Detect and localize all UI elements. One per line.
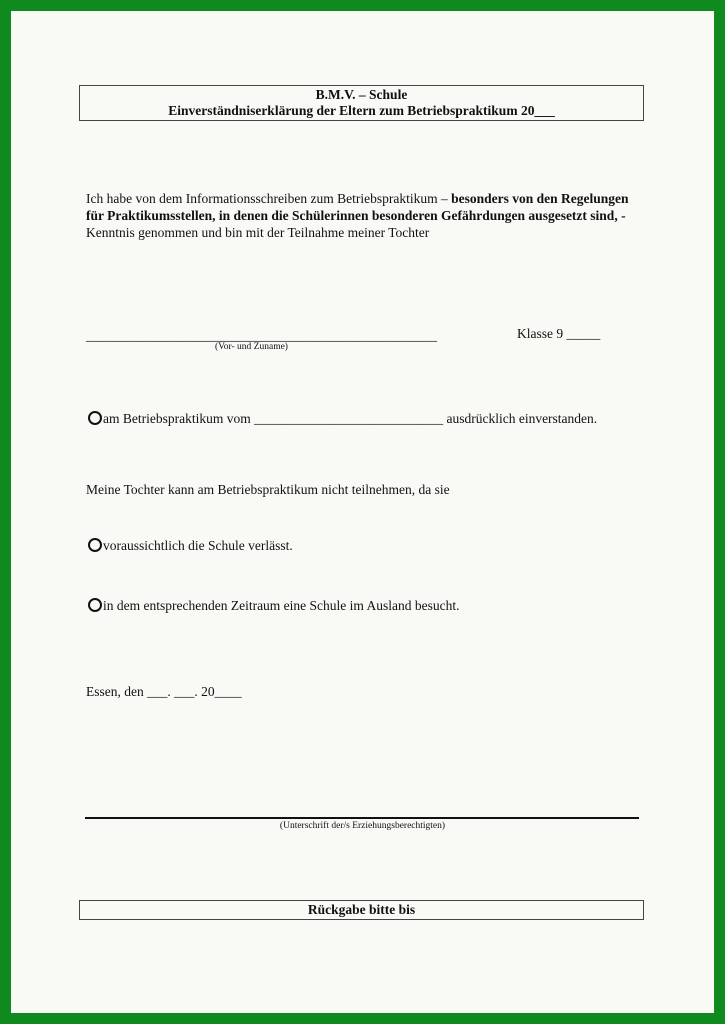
return-box [79,900,644,920]
intro-text-1: Ich habe von dem Informationsschreiben zum Betriebspraktikum – [86,191,452,206]
form-page [11,11,714,1013]
name-caption: (Vor- und Zuname) [215,342,288,352]
option-abroad[interactable] [88,597,460,614]
radio-circle-icon[interactable] [88,411,102,425]
name-line[interactable]: ____________________________________________________ [86,328,437,343]
class-field[interactable]: Klasse 9 _____ [517,326,601,341]
header-box [79,85,644,121]
school-name: B.M.V. – Schule [315,87,408,102]
option-leave-school[interactable] [88,537,293,554]
option-agree[interactable] [88,410,597,427]
intro-text-2: Kenntnis genommen und bin mit der Teilnahme meiner Tochter [86,225,430,240]
option-leave-text: voraussichtlich die Schule verlässt. [103,538,293,553]
return-label: Rückgabe bitte bis [307,902,416,917]
decline-text: Meine Tochter kann am Betriebspraktikum nicht teilnehmen, da sie [86,482,450,497]
radio-circle-icon[interactable] [88,598,102,612]
intro-paragraph [86,190,646,241]
signature-line[interactable] [85,817,639,819]
option-abroad-text: in dem entsprechenden Zeitraum eine Schule im Ausland besucht. [103,598,460,613]
option-agree-text: am Betriebspraktikum vom ____________________________ ausdrücklich einverstanden. [103,411,598,426]
signature-caption: (Unterschrift der/s Erziehungsberechtigten) [279,821,446,831]
radio-circle-icon[interactable] [88,538,102,552]
date-line[interactable]: Essen, den ___. ___. 20____ [86,684,242,699]
intro-bold-text: besonders von den Regelungen für Praktikumsstellen, in denen die Schülerinnen besonderen Gefährdungen ausgesetzt sind, - [86,191,629,223]
form-title: Einverständniserklärung der Eltern zum Betriebspraktikum 20___ [168,103,555,118]
